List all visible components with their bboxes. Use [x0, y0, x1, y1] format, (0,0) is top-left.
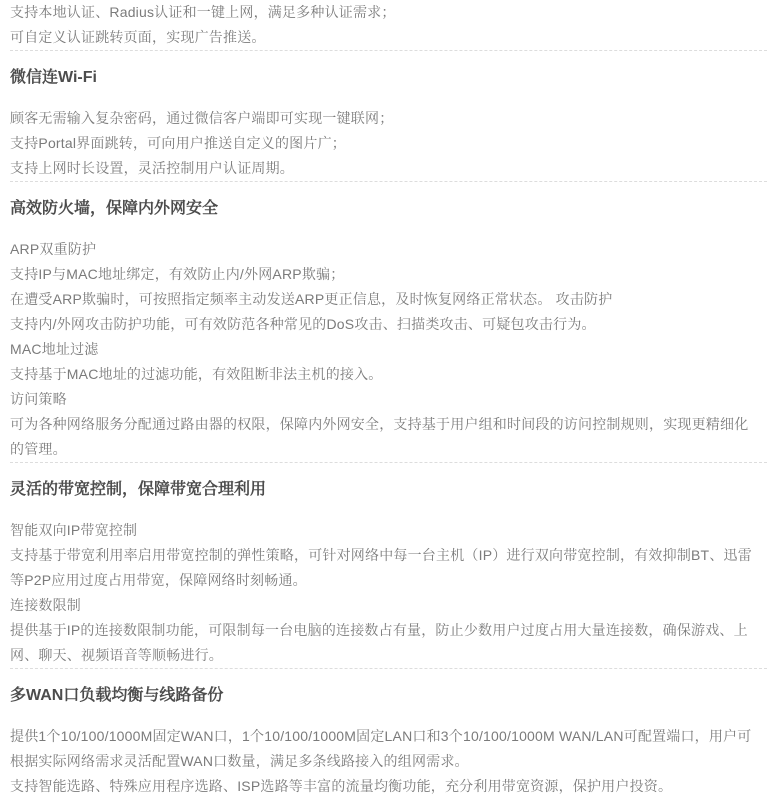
- section-bandwidth-control: [10, 477, 757, 668]
- section-divider: [10, 462, 767, 463]
- section-divider: [10, 50, 767, 51]
- feature-text-line: 访问策略: [10, 391, 67, 407]
- feature-text-line: 可自定义认证跳转页面，实现广告推送。: [10, 29, 266, 45]
- section-authentication: [10, 0, 757, 50]
- feature-text-line: ARP双重防护: [10, 241, 97, 257]
- feature-text-line: 可为各种网络服务分配通过路由器的权限，保障内外网安全，支持基于用户组和时间段的访问控制规则，实现更精细化的管理。: [10, 416, 749, 457]
- feature-text-line: 支持基于带宽利用率启用带宽控制的弹性策略，可针对网络中每一台主机（IP）进行双向带宽控制，有效抑制BT、迅雷等P2P应用过度占用带宽，保障网络时刻畅通。: [10, 547, 752, 588]
- feature-text-line: 支持上网时长设置，灵活控制用户认证周期。: [10, 160, 294, 176]
- section-divider: [10, 668, 767, 669]
- section-heading: 灵活的带宽控制，保障带宽合理利用: [10, 481, 267, 498]
- feature-text-line: 支持智能选路、特殊应用程序选路、ISP选路等丰富的流量均衡功能，充分利用带宽资源，保护用户投资。: [10, 778, 673, 794]
- feature-text-line: 支持基于MAC地址的过滤功能，有效阻断非法主机的接入。: [10, 366, 383, 382]
- feature-text-line: 支持本地认证、Radius认证和一键上网，满足多种认证需求；: [10, 4, 396, 20]
- feature-text-line: 智能双向IP带宽控制: [10, 522, 138, 538]
- feature-text-line: 顾客无需输入复杂密码，通过微信客户端即可实现一键联网；: [10, 110, 394, 126]
- feature-text-line: 提供1个10/100/1000M固定WAN口，1个10/100/1000M固定LAN口和3个10/100/1000M WAN/LAN可配置端口，用户可根据实际网络需求灵活配置WAN口数量，满足多条线路接入的组网需求。: [10, 728, 752, 769]
- section-divider: [10, 181, 767, 182]
- feature-text-line: 支持Portal界面跳转，可向用户推送自定义的图片广；: [10, 135, 346, 151]
- feature-text-line: MAC地址过滤: [10, 341, 99, 357]
- section-firewall: [10, 196, 757, 462]
- section-multi-wan: [10, 683, 757, 799]
- feature-text-line: 支持内/外网攻击防护功能，可有效防范各种常见的DoS攻击、扫描类攻击、可疑包攻击行为。: [10, 316, 596, 332]
- section-heading: 高效防火墙，保障内外网安全: [10, 200, 219, 217]
- feature-text-line: 提供基于IP的连接数限制功能，可限制每一台电脑的连接数占有量，防止少数用户过度占用大量连接数，确保游戏、上网、聊天、视频语音等顺畅进行。: [10, 622, 748, 663]
- feature-text-line: 连接数限制: [10, 597, 81, 613]
- section-wechat-wifi: [10, 65, 757, 181]
- section-heading: 多WAN口负载均衡与线路备份: [10, 687, 224, 704]
- section-heading: 微信连Wi-Fi: [10, 69, 97, 86]
- feature-text-line: 支持IP与MAC地址绑定，有效防止内/外网ARP欺骗；: [10, 266, 345, 282]
- feature-text-line: 在遭受ARP欺骗时，可按照指定频率主动发送ARP更正信息，及时恢复网络正常状态。 攻击防护: [10, 291, 613, 307]
